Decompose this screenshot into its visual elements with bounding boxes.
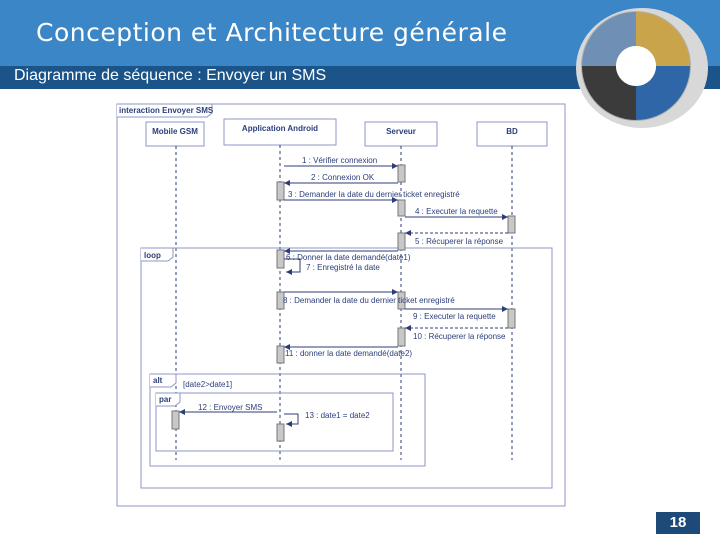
arrowhead [392,289,398,295]
page-number: 18 [656,512,700,534]
page-title: Conception et Architecture générale [36,18,508,47]
arrowhead [286,269,292,275]
arrowhead [405,230,411,236]
activation-mobile [172,411,179,429]
activation-android [277,250,284,268]
par-fragment [156,393,393,451]
lifeline-label-android: Application Android [241,124,319,133]
activation-serveur [398,233,405,250]
message-label: 7 : Enregistré la date [306,263,380,272]
message-label: 4 : Executer la requette [415,207,498,216]
message-label: 2 : Connexion OK [311,173,375,182]
alt-fragment-label: alt [153,376,163,385]
interaction-frame-label: interaction Envoyer SMS [119,106,214,115]
activation-android [277,346,284,363]
message-label: 1 : Vérifier connexion [302,156,378,165]
message-label: 9 : Executer la requette [413,312,496,321]
message-label: 3 : Demander la date du dernier ticket enregistré [288,190,460,199]
activation-bd [508,309,515,328]
lifeline-label-mobile: Mobile GSM [152,127,198,136]
slide-subtitle: Diagramme de séquence : Envoyer un SMS [14,67,327,84]
loop-fragment-label: loop [144,251,161,260]
message-label: 6 : Donner la date demandé(date1) [286,253,411,262]
par-fragment-label: par [159,395,172,404]
arrowhead [502,214,508,220]
message-label: 12 : Envoyer SMS [198,403,263,412]
message-label: 11 : donner la date demandé(date2) [285,349,413,358]
arrowhead [502,306,508,312]
arrowhead [405,325,411,331]
message-label: 10 : Récuperer la réponse [413,332,506,341]
activation-serveur [398,200,405,216]
arrowhead [284,180,290,186]
lifeline-label-serveur: Serveur [386,127,416,136]
loop-fragment [141,248,552,488]
message-label: 8 : Demander la date du dernier ticket enregistré [283,296,455,305]
alt-guard: [date2>date1] [183,380,233,389]
arrowhead [179,409,185,415]
arrowhead [286,421,292,427]
activation-serveur [398,165,405,182]
activation-android [277,182,284,200]
arrowhead [392,163,398,169]
lifeline-label-bd: BD [506,127,518,136]
activation-android [277,424,284,441]
message-label: 13 : date1 = date2 [305,411,370,420]
message-label: 5 : Récuperer la réponse [415,237,504,246]
activation-serveur [398,328,405,346]
activation-bd [508,216,515,233]
